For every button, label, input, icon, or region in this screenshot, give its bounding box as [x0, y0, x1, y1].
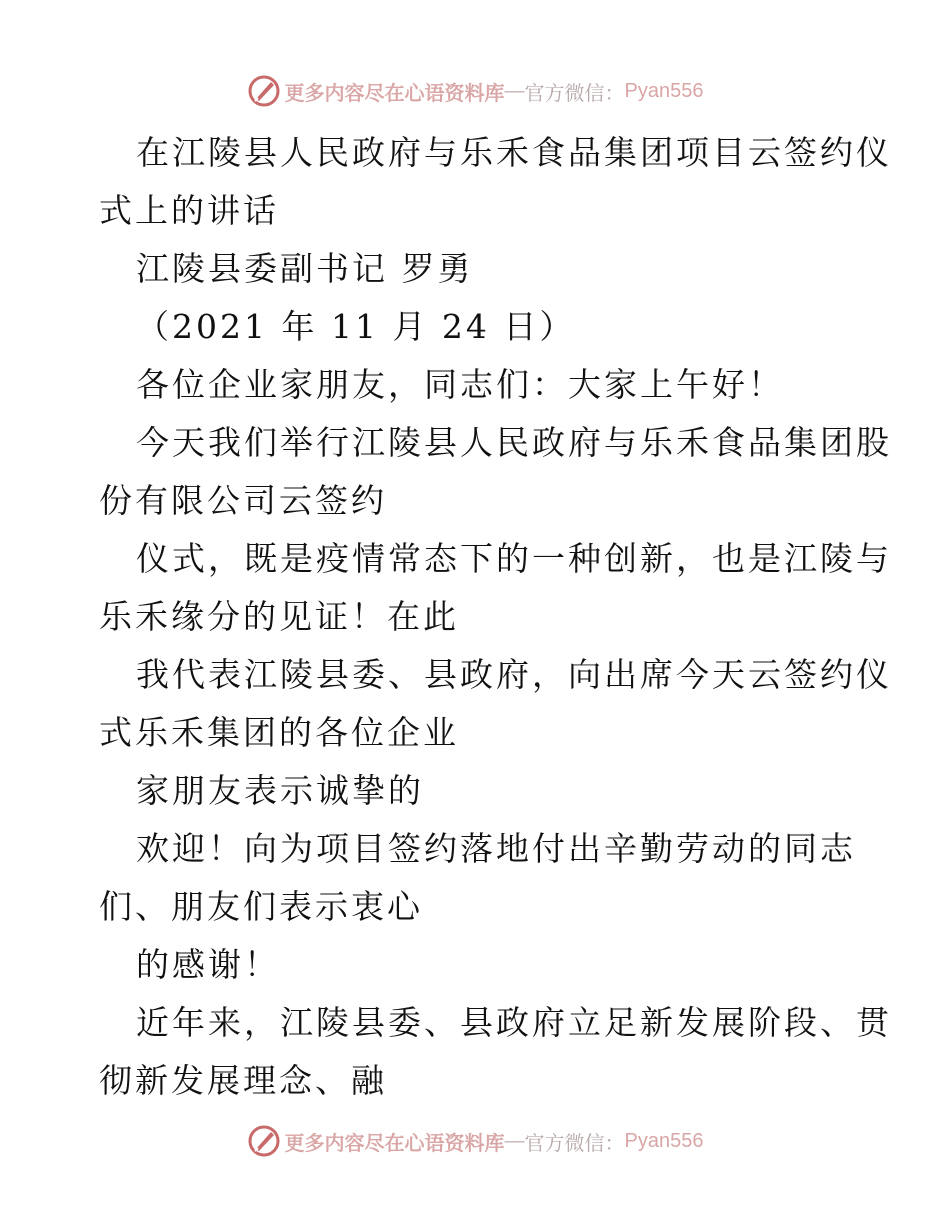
watermark-main-text: 更多内容尽在心语资料库: [284, 80, 505, 105]
text-line: 在江陵县人民政府与乐禾食品集团项目云签约仪: [136, 133, 892, 172]
text-line: 今天我们举行江陵县人民政府与乐禾食品集团股: [136, 423, 892, 462]
text-line: 各位企业家朋友，同志们：大家上午好！: [136, 365, 784, 404]
text-line: 们、朋友们表示衷心: [99, 887, 423, 926]
text-line: 彻新发展理念、融: [99, 1061, 387, 1100]
watermark-dash: —: [504, 79, 525, 102]
text-line: 家朋友表示诚挚的: [136, 771, 424, 810]
text-line: 式乐禾集团的各位企业: [99, 713, 459, 752]
text-line: 我代表江陵县委、县政府，向出席今天云签约仪: [136, 655, 892, 694]
header-watermark: [0, 73, 950, 109]
quill-logo-icon: [247, 1124, 281, 1158]
watermark-wechat-label: 官方微信：: [524, 1130, 625, 1155]
watermark-wechat-label: 官方微信：: [524, 80, 625, 105]
quill-logo-icon: [247, 74, 281, 108]
text-line: 近年来，江陵县委、县政府立足新发展阶段、贯: [136, 1003, 892, 1042]
text-line: 仪式，既是疫情常态下的一种创新，也是江陵与: [136, 539, 892, 578]
text-line: （2021 年 11 月 24 日）: [136, 307, 576, 346]
text-line: 欢迎！向为项目签约落地付出辛勤劳动的同志: [136, 829, 856, 868]
text-line: 的感谢！: [136, 945, 280, 984]
text-line: 份有限公司云签约: [99, 481, 387, 520]
document-body: [99, 124, 892, 1110]
watermark-dash: —: [504, 1129, 525, 1152]
text-line: 江陵县委副书记 罗勇: [136, 249, 474, 288]
watermark-main-text: 更多内容尽在心语资料库: [284, 1130, 505, 1155]
text-line: 乐禾缘分的见证！在此: [99, 597, 459, 636]
watermark-wechat-id: Pyan556: [624, 1129, 704, 1152]
watermark-wechat-id: Pyan556: [624, 79, 704, 102]
footer-watermark: [0, 1123, 950, 1159]
text-line: 式上的讲话: [99, 191, 279, 230]
